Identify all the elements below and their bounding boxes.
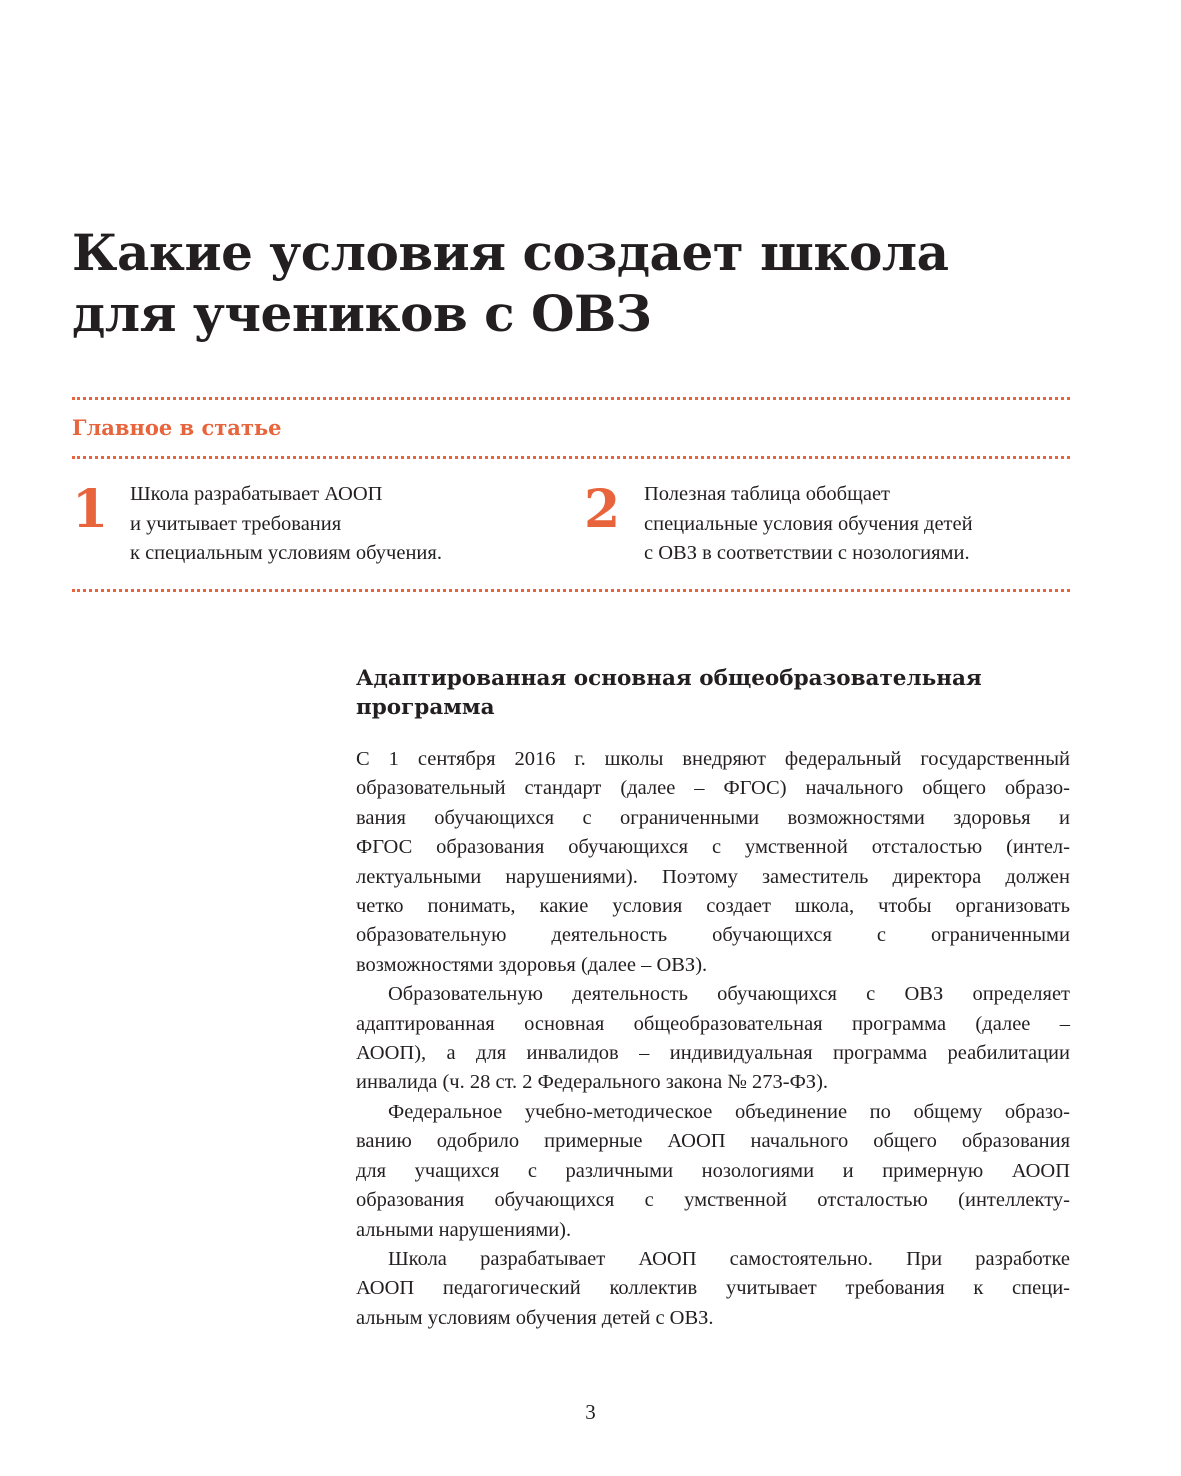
paragraph-line: образования обучающихся с умственной отсталостью (интеллекту- [356,1189,1070,1212]
summary-item-1-line: Школа разрабатывает АООП [130,483,383,505]
paragraph-line: возможностями здоровья (далее – ОВЗ). [356,953,708,976]
paragraph-line: АООП педагогический коллектив учитывает требования к специ- [356,1277,1070,1300]
summary-item-2-line: специальные условия обучения детей [644,512,973,535]
paragraph-line: четко понимать, какие условия создает школа, чтобы организовать [356,895,1070,918]
paragraph-line: адаптированная основная общеобразовательная программа (далее – [356,1012,1070,1035]
paragraph-line: образовательный стандарт (далее – ФГОС) начального общего образо- [356,777,1070,800]
article-body [356,745,1070,1333]
summary-item-1-number: 1 [72,479,109,540]
page-title [72,222,1072,344]
summary-item-2-line: Полезная таблица обобщает [644,483,891,505]
section-heading-line: программа [356,695,495,720]
summary-bottom-divider [72,589,1070,592]
paragraph-line: Школа разрабатывает АООП самостоятельно. При разработке [388,1247,1070,1270]
section-heading-line: Адаптированная основная общеобразовательная [356,666,982,691]
summary-item-2-line: с ОВЗ в соответствии с нозологиями. [644,542,970,564]
paragraph-line: ФГОС образования обучающихся с умственной отсталостью (интел- [356,836,1070,859]
paragraph-line: ванию одобрило примерные АООП начального общего образования [356,1130,1070,1153]
page-title-line-2: для учеников с ОВЗ [72,284,652,343]
paragraph-line: Федеральное учебно-методическое объединение по общему образо- [388,1100,1070,1123]
paragraph-line: альными нарушениями). [356,1218,572,1241]
summary-heading: Главное в статье [72,415,282,440]
paragraph-line: вания обучающихся с ограниченными возможностями здоровья и [356,806,1070,829]
summary-item-1-text [130,480,550,569]
section-heading [356,664,1076,722]
summary-item-1-line: и учитывает требования [130,512,342,535]
paragraph-line: для учащихся с различными нозологиями и примерную АООП [356,1159,1070,1182]
summary-top-divider [72,397,1070,400]
summary-item-2-text [644,480,1064,569]
summary-item-2-number: 2 [584,479,621,540]
paragraph-line: образовательную деятельность обучающихся с ограниченными [356,924,1070,947]
page-number: 3 [585,1400,596,1424]
summary-middle-divider [72,456,1070,459]
summary-item-1-line: к специальным условиям обучения. [130,542,442,564]
paragraph-line: альным условиям обучения детей с ОВЗ. [356,1306,714,1329]
paragraph-line: С 1 сентября 2016 г. школы внедряют федеральный государственный [356,748,1070,770]
paragraph-line: инвалида (ч. 28 ст. 2 Федерального закона № 273-ФЗ). [356,1071,829,1094]
page-title-line-1: Какие условия создает школа [72,223,949,282]
paragraph-line: Образовательную деятельность обучающихся с ОВЗ определяет [388,983,1070,1006]
paragraph-line: АООП), а для инвалидов – индивидуальная программа реабилитации [356,1042,1070,1065]
paragraph-line: лектуальными нарушениями). Поэтому заместитель директора должен [356,865,1070,888]
